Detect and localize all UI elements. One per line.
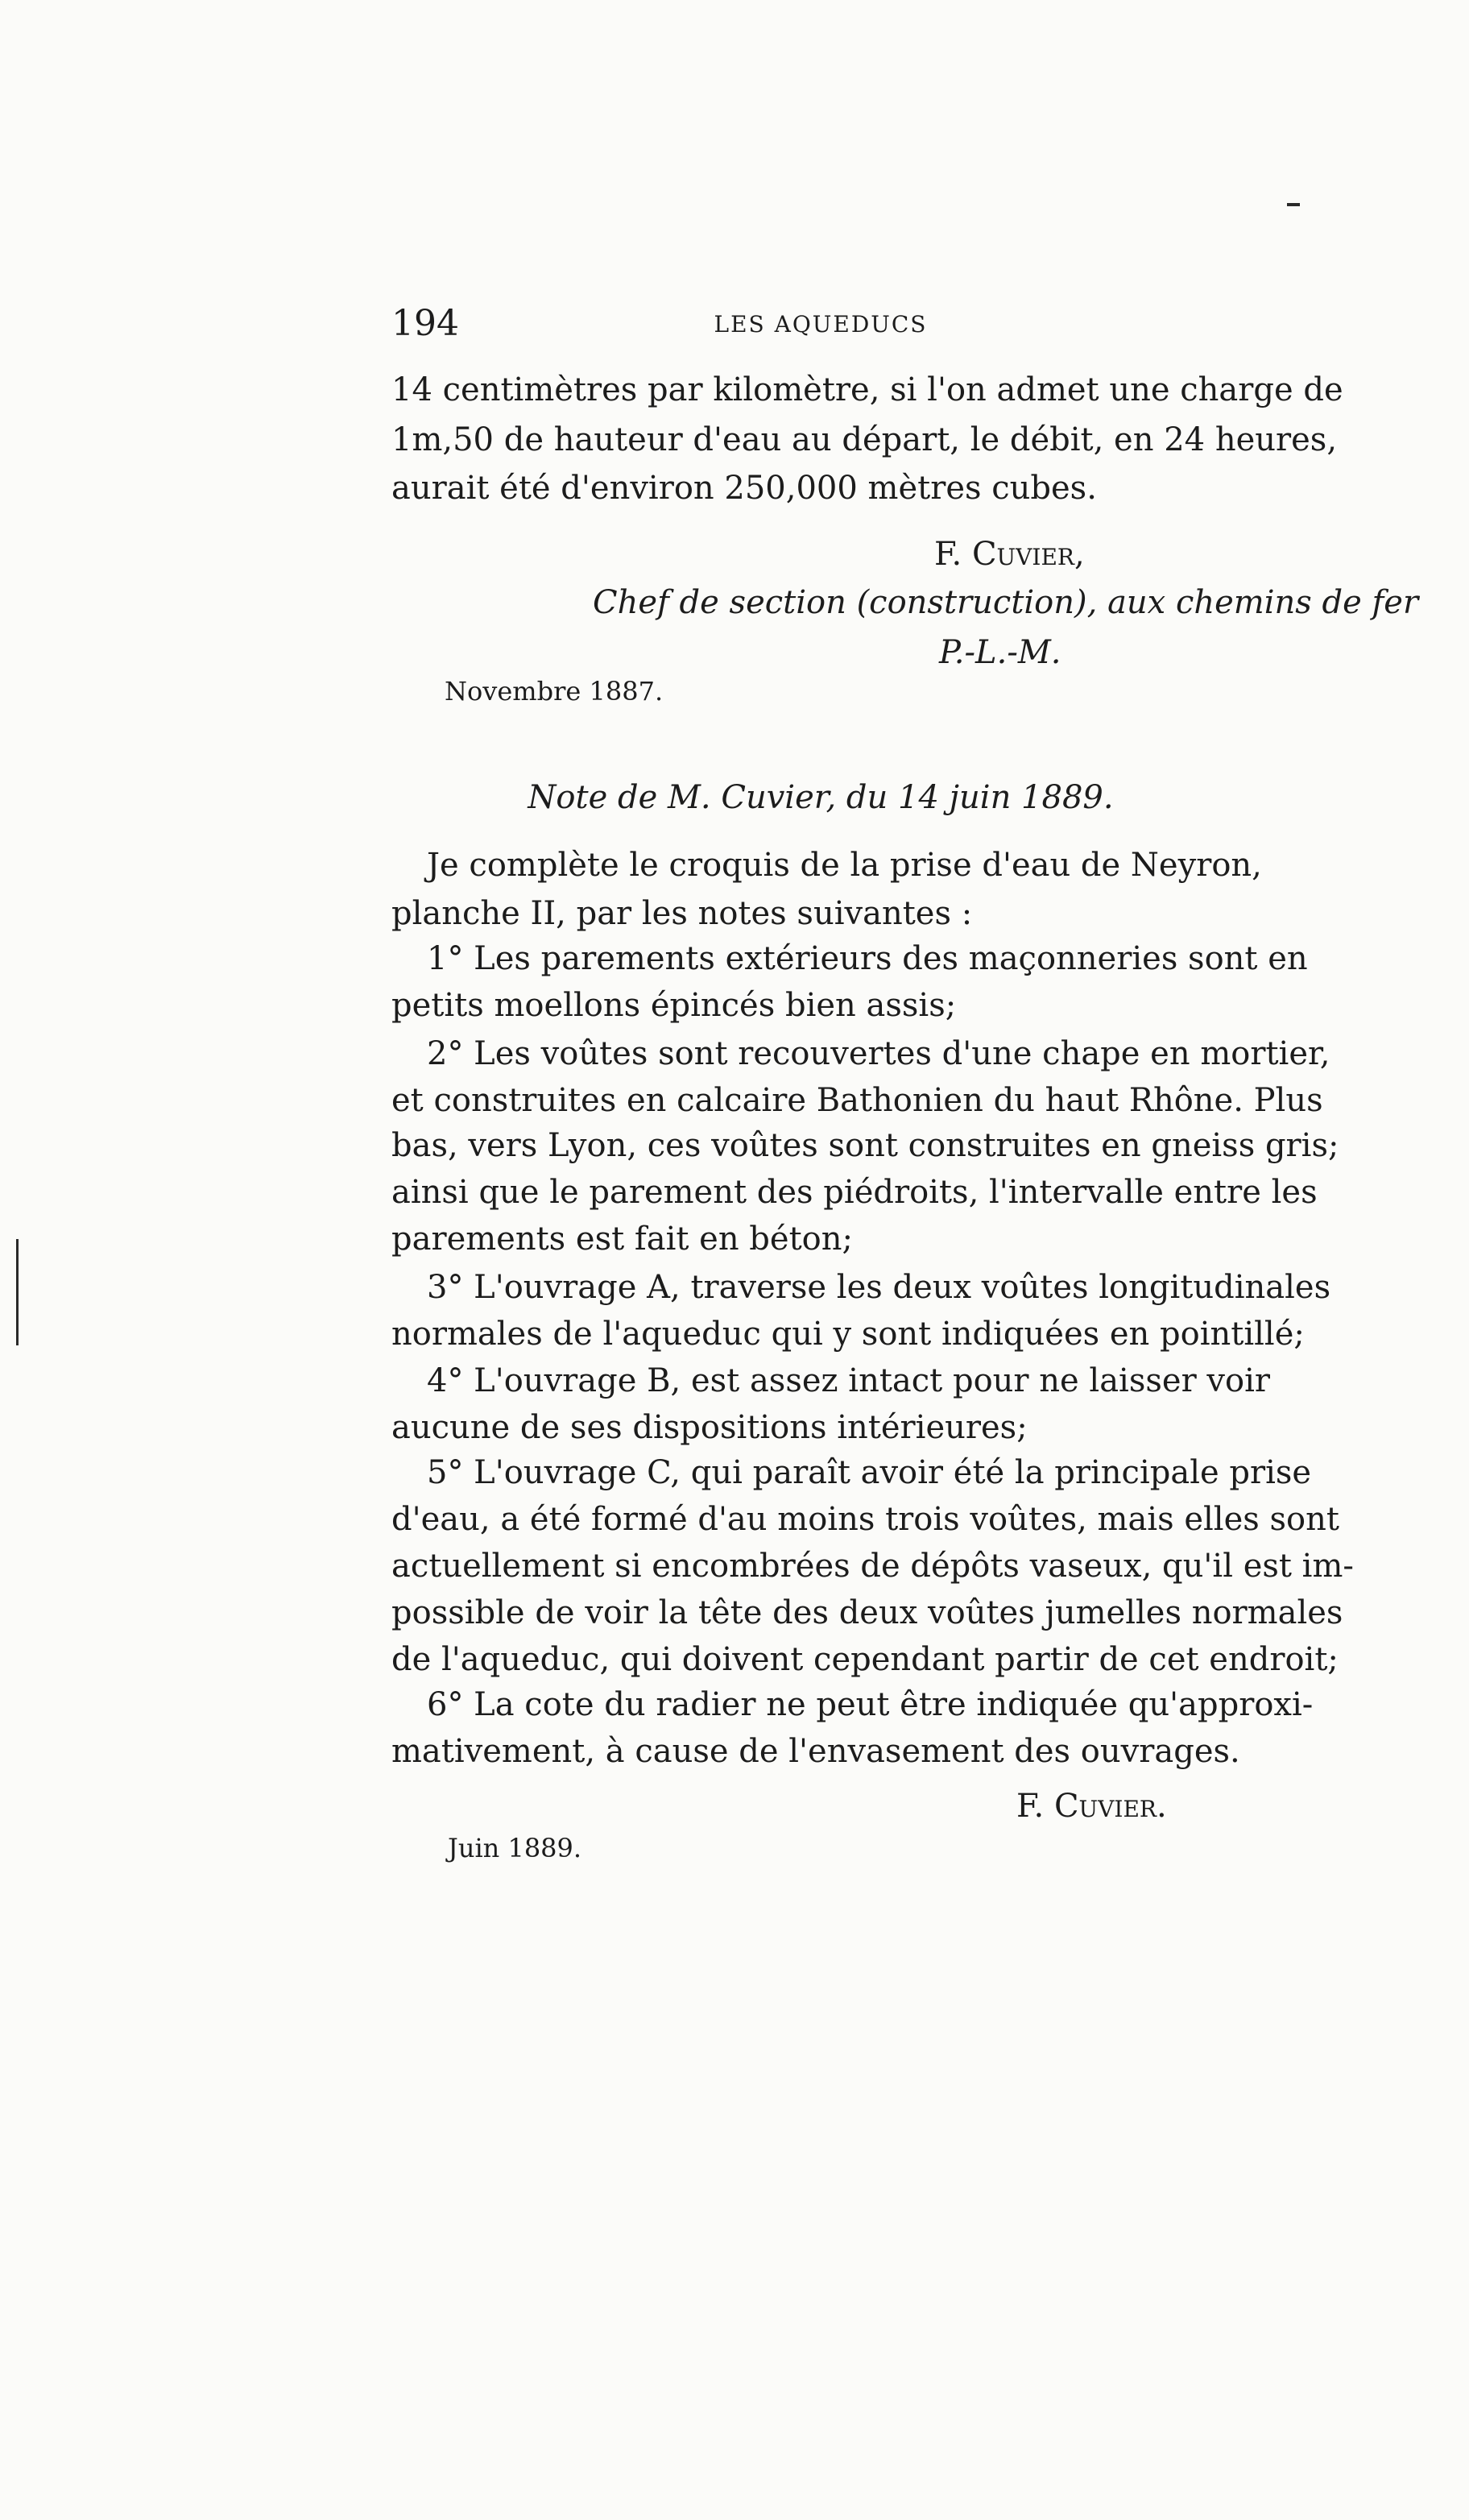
note-line: normales de l'aqueduc qui y sont indiquées en pointillé; [391,1316,1305,1353]
note-line: planche II, par les notes suivantes : [391,895,973,932]
note-line: mativement, à cause de l'envasement des ouvrages. [391,1733,1240,1770]
note-line: 6° La cote du radier ne peut être indiquée qu'approxi- [427,1686,1314,1723]
intro-line: aurait été d'environ 250,000 mètres cubes. [391,470,1097,507]
note-line: Je complète le croquis de la prise d'eau de Neyron, [427,847,1262,884]
intro-line: 14 centimètres par kilomètre, si l'on admet une charge de [391,371,1343,408]
note-line: petits moellons épincés bien assis; [391,987,957,1024]
note-line: 5° L'ouvrage C, qui paraît avoir été la principale prise [427,1454,1312,1491]
note-line: ainsi que le parement des piédroits, l'intervalle entre les [391,1174,1318,1211]
closing-signature: F. Cuvier. [1016,1788,1167,1825]
note-line: 3° L'ouvrage A, traverse les deux voûtes longitudinales [427,1269,1331,1306]
note-line: 1° Les parements extérieurs des maçonneries sont en [427,940,1308,977]
scan-mark-left [16,1239,19,1345]
note-line: possible de voir la tête des deux voûtes jumelles normales [391,1594,1343,1631]
note-line: et construites en calcaire Bathonien du haut Rhône. Plus [391,1082,1323,1119]
note-line: actuellement si encombrées de dépôts vaseux, qu'il est im- [391,1548,1354,1585]
note-heading: Note de M. Cuvier, du 14 juin 1889. [528,779,1114,816]
page-number: 194 [391,303,459,344]
note-line: aucune de ses dispositions intérieures; [391,1409,1028,1446]
note-line: 4° L'ouvrage B, est assez intact pour ne laisser voir [427,1362,1270,1399]
signature-title: Chef de section (construction), aux chemins de fer [593,584,1419,621]
signature-company: P.-L.-M. [939,634,1061,671]
signature-date: Novembre 1887. [445,676,664,707]
note-line: parements est fait en béton; [391,1221,853,1258]
note-line: 2° Les voûtes sont recouvertes d'une chape en mortier, [427,1035,1330,1072]
running-title: LES AQUEDUCS [714,311,928,338]
closing-date: Juin 1889. [448,1833,582,1863]
note-line: bas, vers Lyon, ces voûtes sont construites en gneiss gris; [391,1127,1339,1164]
signature-name: F. Cuvier, [934,536,1085,573]
intro-line: 1m,50 de hauteur d'eau au départ, le débit, en 24 heures, [391,421,1338,458]
note-line: d'eau, a été formé d'au moins trois voûtes, mais elles sont [391,1501,1339,1538]
note-line: de l'aqueduc, qui doivent cependant partir de cet endroit; [391,1641,1339,1678]
page-header [391,303,1250,351]
scan-mark-top [1287,203,1300,206]
